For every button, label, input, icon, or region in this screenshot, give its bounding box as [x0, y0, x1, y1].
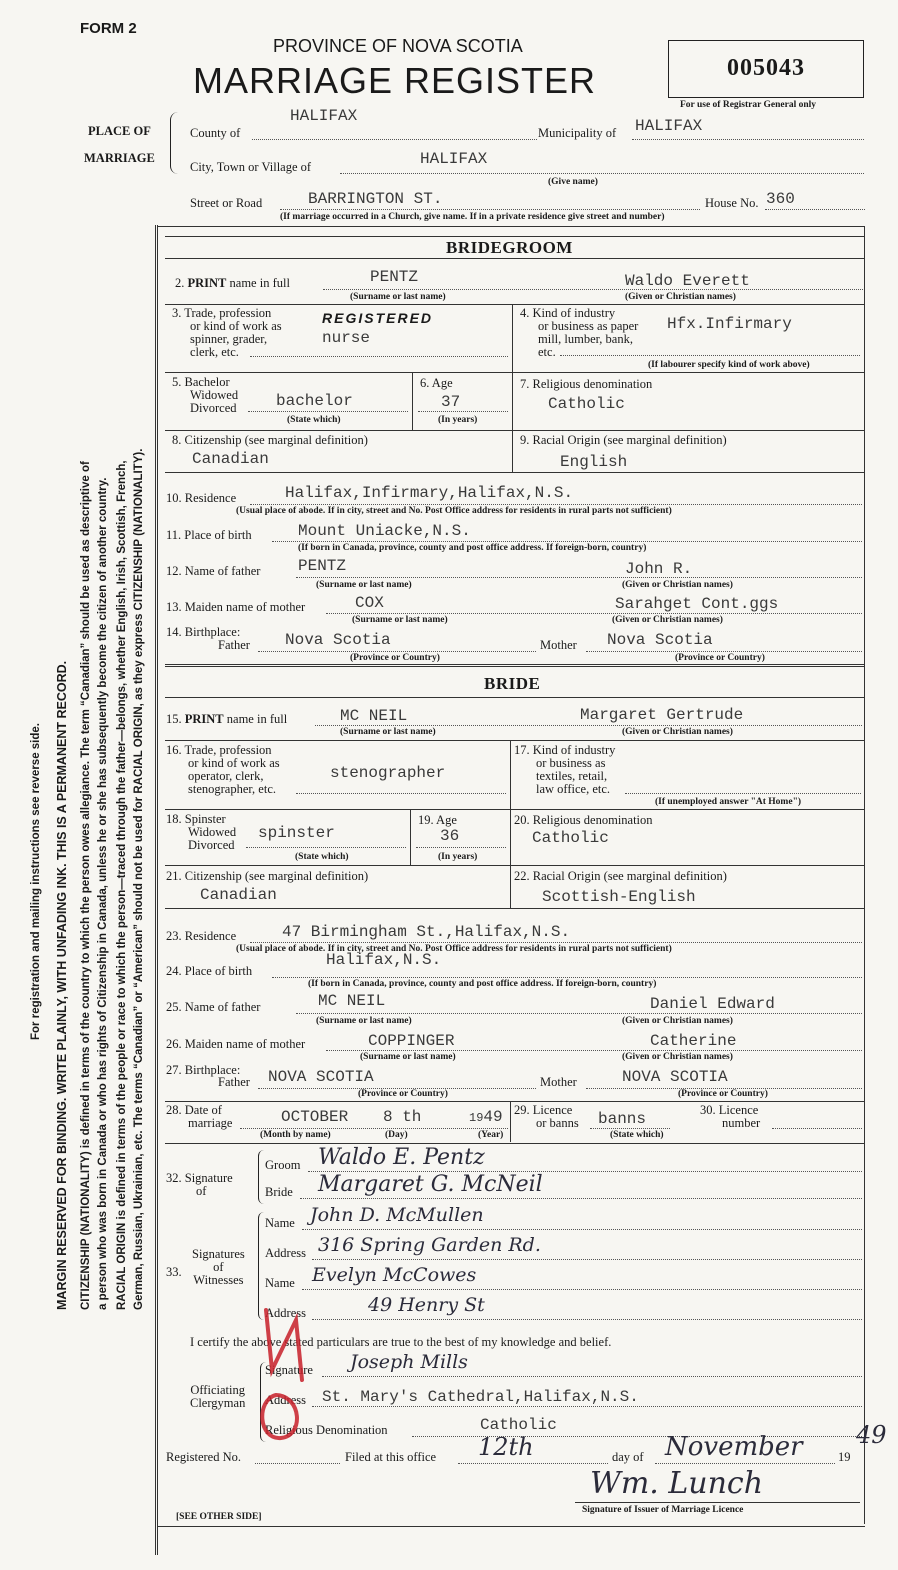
- groom-mother-given: Sarahget Cont.ggs: [615, 595, 779, 613]
- form-number: FORM 2: [80, 20, 137, 37]
- registration-number: 005043: [727, 55, 805, 81]
- groom-father-given: John R.: [625, 560, 693, 578]
- bride-birthplace: Halifax,N.S.: [326, 951, 442, 969]
- groom-mother-birthplace: Nova Scotia: [607, 631, 713, 649]
- groom-signature-label: Groom: [265, 1158, 301, 1172]
- bride-industry-label: 17. Kind of industry or business as textiles, retail, law office, etc.: [514, 743, 616, 796]
- officiating-clergyman-label: Officiating Clergyman: [190, 1383, 246, 1410]
- witness-address-label: Address: [265, 1306, 306, 1320]
- residence-label: 10. Residence: [166, 491, 237, 505]
- caption: (Given or Christian names): [622, 727, 733, 737]
- groom-trade: nurse: [322, 329, 371, 347]
- municipality-label: Municipality of: [538, 126, 617, 140]
- province-title: PROVINCE OF NOVA SCOTIA: [273, 36, 523, 56]
- groom-religion: Catholic: [548, 395, 625, 413]
- section-heading-bride: BRIDE: [484, 674, 541, 693]
- caption: (If unemployed answer "At Home"): [655, 797, 802, 807]
- caption: (In years): [438, 415, 478, 425]
- registration-number-box: [668, 40, 864, 98]
- caption: (Year): [478, 1130, 504, 1140]
- street-value: BARRINGTON ST.: [308, 190, 443, 208]
- year-prefix: 19: [838, 1450, 851, 1464]
- bride-origin: Scottish-English: [542, 888, 696, 906]
- witness2-name: Evelyn McCowes: [312, 1264, 477, 1286]
- margin-note: German, Russian, Ukrainian, etc. The terms “Canadian” or “American” should not be used for RACIAL ORIGIN, as they express CITIZENSHIP (NATIONALITY).: [133, 448, 145, 1310]
- mother-birth-label: Mother: [540, 638, 577, 652]
- caption: (Given or Christian names): [622, 1016, 733, 1026]
- clergy-address-label: Address: [265, 1393, 306, 1407]
- groom-origin: English: [560, 453, 628, 471]
- county-value: HALIFAX: [290, 107, 358, 125]
- origin-label: 22. Racial Origin (see marginal definition): [514, 869, 727, 883]
- house-label: House No.: [705, 196, 759, 210]
- groom-trade-label: 3. Trade, profession or kind of work as spinner, grader, clerk, etc.: [172, 306, 282, 359]
- stamp-stroke: [266, 1310, 302, 1380]
- caption: (Province or Country): [675, 653, 765, 663]
- caption: (Usual place of abode. If in city, street and No. Post Office address for residents in rural parts not sufficient): [236, 944, 672, 954]
- caption: (Surname or last name): [316, 580, 412, 590]
- brace: [170, 112, 179, 174]
- date-of-marriage-label: 28. Date of marriage: [166, 1103, 233, 1130]
- caption: (State which): [610, 1130, 664, 1140]
- stamp-stroke: [262, 1395, 297, 1438]
- bride-father-surname: MC NEIL: [318, 992, 386, 1010]
- witness1-address: 316 Spring Garden Rd.: [318, 1234, 541, 1256]
- bride-given: Margaret Gertrude: [580, 706, 744, 724]
- citizenship-label: 8. Citizenship (see marginal definition): [172, 433, 368, 447]
- place-label: PLACE OF: [88, 124, 151, 138]
- clergy-denomination: Catholic: [480, 1416, 557, 1434]
- groom-surname: PENTZ: [370, 268, 419, 286]
- groom-mother-surname: COX: [355, 594, 384, 612]
- groom-marital-status: bachelor: [276, 392, 353, 410]
- groom-birthplace: Mount Uniacke,N.S.: [298, 522, 471, 540]
- clergy-denomination-label: Religious Denomination: [265, 1423, 388, 1437]
- caption: (Given or Christian names): [622, 580, 733, 590]
- bride-trade: stenographer: [330, 764, 446, 782]
- witness-address-label: Address: [265, 1246, 306, 1260]
- item-number: 33.: [166, 1265, 182, 1279]
- caption: (If born in Canada, province, county and post office address. If foreign-born, country): [298, 543, 647, 553]
- marriage-year-group: 1949: [469, 1108, 503, 1126]
- father-label: 12. Name of father: [166, 564, 261, 578]
- caption: (Surname or last name): [360, 1052, 456, 1062]
- father-label: 25. Name of father: [166, 1000, 261, 1014]
- age-label: 6. Age: [420, 376, 453, 390]
- groom-status-label: 5. Bachelor Widowed Divorced: [172, 375, 239, 415]
- marriage-day: 8 th: [383, 1108, 422, 1126]
- margin-note: MARGIN RESERVED FOR BINDING. WRITE PLAINLY, WITH UNFADING INK. THIS IS A PERMANENT RECORD.: [55, 660, 69, 1310]
- father-birth-label: Father: [218, 1075, 250, 1089]
- marriage-month: OCTOBER: [281, 1108, 349, 1126]
- bride-signature-label: Bride: [265, 1185, 293, 1199]
- registrar-note: For use of Registrar General only: [680, 100, 817, 110]
- groom-father-surname: PENTZ: [298, 557, 347, 575]
- caption: (Province or Country): [358, 1089, 448, 1099]
- witness-name-label: Name: [265, 1216, 295, 1230]
- filed-month: November: [665, 1432, 803, 1462]
- licence-label: 29. Licence or banns: [514, 1103, 579, 1130]
- bride-name-label: 15. PRINT name in full: [166, 712, 288, 726]
- margin-note: a person who was born in Canada or who has rights of Citizenship in Canada, unless he or she has subsequently become the citizen of another country.: [97, 477, 109, 1310]
- groom-signature: Waldo E. Pentz: [318, 1145, 485, 1170]
- birthplace-parents-label: 27. Birthplace:: [166, 1063, 241, 1077]
- bride-father-given: Daniel Edward: [650, 995, 775, 1013]
- bride-father-birthplace: NOVA SCOTIA: [268, 1068, 374, 1086]
- mother-label: 26. Maiden name of mother: [166, 1037, 306, 1051]
- witness2-address: 49 Henry St: [368, 1294, 485, 1316]
- clergy-signature-label: Signature: [265, 1363, 313, 1377]
- margin-note: CITIZENSHIP (NATIONALITY) is defined in terms of the country to which the person owes allegiance. The term “Canadian” should be used as descriptive of: [80, 461, 92, 1310]
- mother-birth-label: Mother: [540, 1075, 577, 1089]
- red-stamp: [236, 1300, 326, 1450]
- caption: (State which): [287, 415, 341, 425]
- bride-mother-given: Catherine: [650, 1032, 737, 1050]
- bride-mother-birthplace: NOVA SCOTIA: [622, 1068, 728, 1086]
- clergy-signature: Joseph Mills: [350, 1351, 468, 1373]
- caption: (Usual place of abode. If in city, street and No. Post Office address for residents in rural parts not sufficient): [236, 506, 672, 516]
- filed-year: 49: [856, 1421, 887, 1449]
- house-value: 360: [766, 190, 795, 208]
- bride-religion: Catholic: [532, 829, 609, 847]
- caption: (Surname or last name): [352, 615, 448, 625]
- mother-label: 13. Maiden name of mother: [166, 600, 306, 614]
- father-birth-label: Father: [218, 638, 250, 652]
- witness-name-label: Name: [265, 1276, 295, 1290]
- registered-number-label: Registered No.: [166, 1450, 241, 1464]
- caption: (If born in Canada, province, county and post office address. If foreign-born, country): [308, 979, 657, 989]
- residence-label: 23. Residence: [166, 929, 237, 943]
- certification-text: I certify the above stated particulars are true to the best of my knowledge and belief.: [190, 1335, 612, 1349]
- city-value: HALIFAX: [420, 150, 488, 168]
- caption: (In years): [438, 852, 478, 862]
- bride-surname: MC NEIL: [340, 707, 408, 725]
- bride-status-label: 18. Spinster Widowed Divorced: [166, 812, 237, 852]
- groom-father-birthplace: Nova Scotia: [285, 631, 391, 649]
- page-title: MARRIAGE REGISTER: [193, 60, 597, 101]
- signature-label: 32. Signature of: [166, 1171, 233, 1198]
- birthplace-label: 24. Place of birth: [166, 964, 253, 978]
- witnesses-label: Signatures of Witnesses: [192, 1247, 245, 1287]
- bride-residence: 47 Birmingham St.,Halifax,N.S.: [282, 923, 571, 941]
- caption: (Surname or last name): [340, 727, 436, 737]
- caption: (Given or Christian names): [622, 1052, 733, 1062]
- issuer-signature: Wm. Lunch: [590, 1466, 764, 1501]
- groom-industry-label: 4. Kind of industry or business as paper mill, lumber, bank, etc.: [520, 306, 639, 359]
- witness1-name: John D. McMullen: [310, 1204, 484, 1226]
- groom-residence: Halifax,Infirmary,Halifax,N.S.: [285, 484, 574, 502]
- county-label: County of: [190, 126, 241, 140]
- caption: (Give name): [548, 177, 598, 187]
- filed-label: Filed at this office: [345, 1450, 437, 1464]
- caption: (Day): [385, 1130, 408, 1140]
- groom-age: 37: [441, 393, 461, 411]
- religion-label: 7. Religious denomination: [520, 377, 653, 391]
- birthplace-parents-label: 14. Birthplace:: [166, 625, 241, 639]
- day-of-label: day of: [612, 1450, 644, 1464]
- bride-marital-status: spinster: [258, 824, 335, 842]
- margin-note: RACIAL ORIGIN is defined in terms of the people or race to which the person—traced through the father—belongs, whether English, Irish, Scottish, French,: [116, 460, 128, 1310]
- caption: (Given or Christian names): [612, 615, 723, 625]
- caption: (Surname or last name): [350, 292, 446, 302]
- place-label: MARRIAGE: [84, 151, 155, 165]
- municipality-value: HALIFAX: [635, 117, 703, 135]
- section-heading-bridegroom: BRIDEGROOM: [446, 238, 573, 257]
- birthplace-label: 11. Place of birth: [166, 528, 252, 542]
- caption: (If marriage occurred in a Church, give name. If in a private residence give street and number): [280, 212, 665, 222]
- religion-label: 20. Religious denomination: [514, 813, 653, 827]
- issuer-signature-label: Signature of Issuer of Marriage Licence: [582, 1505, 744, 1515]
- margin-note: For registration and mailing instructions see reverse side.: [30, 723, 42, 1040]
- bride-age: 36: [440, 827, 460, 845]
- brace: [258, 1150, 265, 1204]
- caption: (Surname or last name): [316, 1016, 412, 1026]
- caption: (If labourer specify kind of work above): [648, 360, 810, 370]
- city-label: City, Town or Village of: [190, 160, 312, 174]
- street-label: Street or Road: [190, 196, 263, 210]
- caption: (Province or Country): [678, 1089, 768, 1099]
- caption: (State which): [295, 852, 349, 862]
- licence-number-label: 30. Licence number: [700, 1103, 761, 1130]
- filed-day: 12th: [478, 1433, 534, 1461]
- bride-citizenship: Canadian: [200, 886, 277, 904]
- bride-trade-label: 16. Trade, profession or kind of work as operator, clerk, stenographer, etc.: [166, 743, 280, 796]
- age-label: 19. Age: [418, 813, 457, 827]
- groom-citizenship: Canadian: [192, 450, 269, 468]
- caption: (Month by name): [260, 1130, 331, 1140]
- bride-signature: Margaret G. McNeil: [318, 1172, 543, 1197]
- groom-name-label: 2. PRINT name in full: [175, 276, 290, 290]
- origin-label: 9. Racial Origin (see marginal definition): [520, 433, 727, 447]
- groom-given: Waldo Everett: [625, 272, 750, 290]
- groom-trade-handwritten: REGISTERED: [322, 310, 434, 326]
- bride-mother-surname: COPPINGER: [368, 1032, 455, 1050]
- see-other-side-note: [SEE OTHER SIDE]: [176, 1512, 262, 1522]
- licence-or-banns: banns: [598, 1110, 647, 1128]
- caption: (Given or Christian names): [625, 292, 736, 302]
- clergy-address: St. Mary's Cathedral,Halifax,N.S.: [322, 1388, 639, 1406]
- caption: (Province or Country): [350, 653, 440, 663]
- citizenship-label: 21. Citizenship (see marginal definition): [166, 869, 369, 883]
- marriage-year: 49: [483, 1108, 503, 1126]
- groom-industry: Hfx.Infirmary: [667, 315, 792, 333]
